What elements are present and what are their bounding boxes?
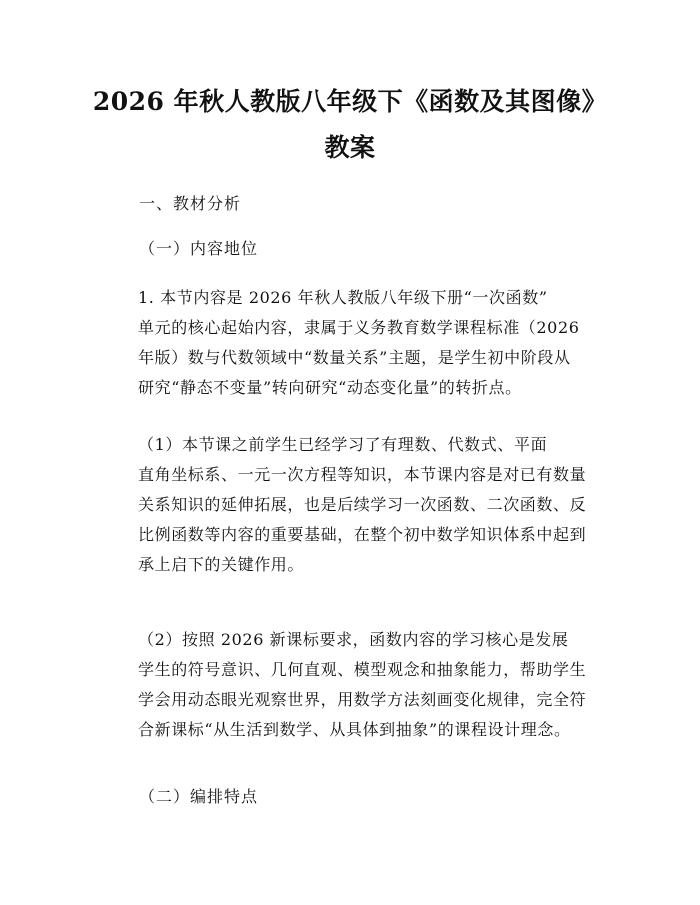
paragraph-2-line-3: 关系知识的延伸拓展，也是后续学习一次函数、二次函数、反 <box>138 495 587 514</box>
paragraph-1-line-3: 年版）数与代数领域中“数量关系”主题，是学生初中阶段从 <box>138 348 571 367</box>
paragraph-3-line-2: 学生的符号意识、几何直观、模型观念和抽象能力，帮助学生 <box>138 660 587 679</box>
paragraph-1-line-4: 研究“静态不变量”转向研究“动态变化量”的转折点。 <box>138 378 522 397</box>
paragraph-1-line-1: 1. 本节内容是 2026 年秋人教版八年级下册“一次函数” <box>138 288 548 307</box>
paragraph-1-line-2: 单元的核心起始内容，隶属于义务教育数学课程标准（2026 <box>138 318 580 337</box>
paragraph-3-line-4: 合新课标“从生活到数学、从具体到抽象”的课程设计理念。 <box>138 720 571 739</box>
subsection-heading-content-position: （一）内容地位 <box>139 239 259 258</box>
paragraph-2-line-1: （1）本节课之前学生已经学习了有理数、代数式、平面 <box>138 435 548 454</box>
paragraph-3-line-3: 学会用动态眼光观察世界，用数学方法刻画变化规律，完全符 <box>138 690 587 709</box>
subsection-heading-arrangement-features: （二）编排特点 <box>139 787 259 806</box>
paragraph-2-line-5: 承上启下的关键作用。 <box>138 555 305 574</box>
paragraph-3-line-1: （2）按照 2026 新课标要求，函数内容的学习核心是发展 <box>138 630 569 649</box>
paragraph-1 <box>103 283 599 403</box>
paragraph-2 <box>103 430 599 580</box>
document-title-line1: 2026 年秋人教版八年级下《函数及其图像》 <box>92 87 608 116</box>
paragraph-3 <box>103 625 599 745</box>
paragraph-2-line-2: 直角坐标系、一元一次方程等知识，本节课内容是对已有数量 <box>138 465 587 484</box>
section-heading-teaching-material-analysis: 一、教材分析 <box>139 194 242 213</box>
paragraph-2-line-4: 比例函数等内容的重要基础，在整个初中数学知识体系中起到 <box>138 525 587 544</box>
document-title-line2: 教案 <box>324 133 376 162</box>
